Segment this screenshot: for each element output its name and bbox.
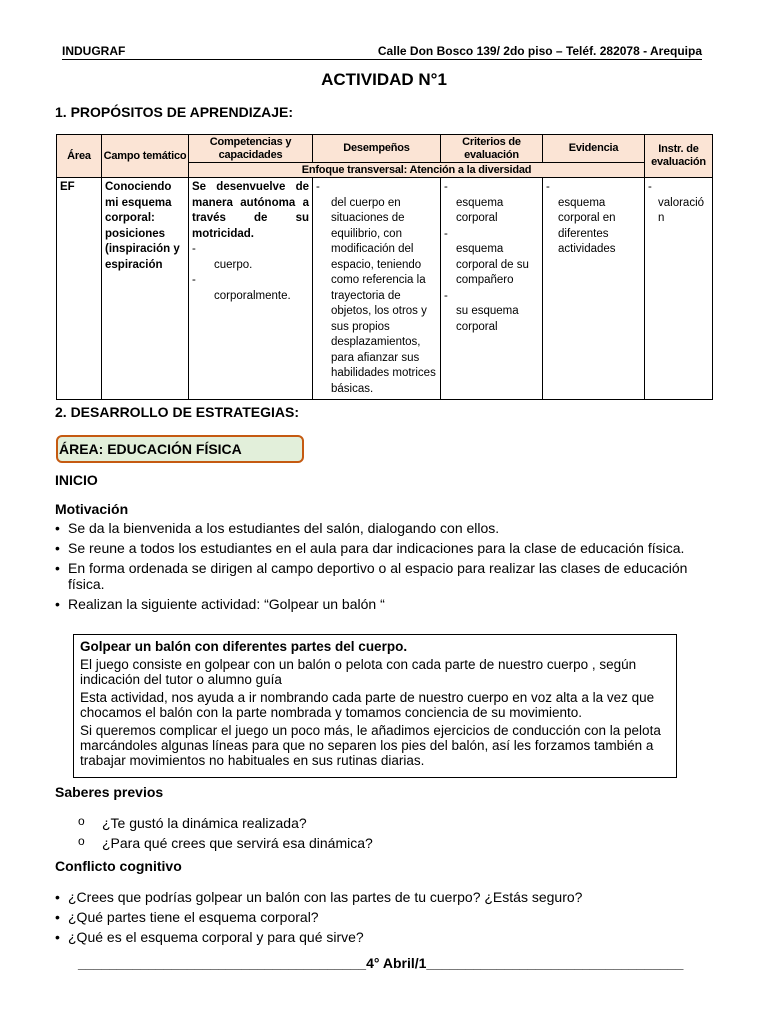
col-header-instrumento: Instr. de evaluación bbox=[645, 135, 713, 178]
dash-marker: - bbox=[316, 181, 320, 193]
col-header-criterios: Criterios de evaluación bbox=[441, 135, 543, 163]
list-item: • Se da la bienvenida a los estudiantes del salón, dialogando con ellos. bbox=[55, 520, 705, 536]
footer-line-right: _________________________________ bbox=[426, 955, 684, 971]
dash-marker: - bbox=[444, 289, 448, 302]
col-header-area: Área bbox=[57, 135, 102, 178]
competencia-item-1: cuerpo. bbox=[214, 258, 253, 271]
table-row bbox=[57, 178, 713, 400]
page-footer bbox=[78, 955, 688, 971]
section-heading-estrategias: 2. DESARROLLO DE ESTRATEGIAS: bbox=[55, 404, 299, 420]
activity-title: Golpear un balón con diferentes partes del cuerpo. bbox=[80, 639, 408, 654]
list-item: o ¿Te gustó la dinámica realizada? bbox=[78, 815, 678, 835]
enfoque-transversal: Enfoque transversal: Atención a la diversidad bbox=[189, 163, 645, 178]
footer-date: 4° Abril/1 bbox=[366, 955, 427, 971]
inicio-heading: INICIO bbox=[55, 472, 98, 488]
motivacion-heading: Motivación bbox=[55, 501, 129, 517]
criterio-1: esquema corporal bbox=[456, 196, 504, 224]
list-item: • ¿Qué partes tiene el esquema corporal? bbox=[55, 909, 705, 925]
list-item: • En forma ordenada se dirigen al campo deportivo o al espacio para realizar las clases de educación física. bbox=[55, 560, 705, 592]
cell-area: EF bbox=[60, 181, 75, 193]
saberes-list bbox=[78, 815, 678, 855]
activity-paragraph: Esta actividad, nos ayuda a ir nombrando cada parte de nuestro cuerpo en voz alta a la vez que chocamos el balón con la parte nombrada y tomamos conciencia de su movimiento. bbox=[80, 690, 655, 720]
page-title: ACTIVIDAD N°1 bbox=[321, 70, 447, 89]
learning-purposes-table bbox=[56, 134, 713, 400]
list-item: • ¿Qué es el esquema corporal y para qué sirve? bbox=[55, 929, 705, 945]
dash-marker: - bbox=[444, 181, 448, 193]
page-header bbox=[62, 43, 702, 60]
dash-marker: - bbox=[192, 243, 196, 255]
section-heading-propositos: 1. PROPÓSITOS DE APRENDIZAJE: bbox=[55, 104, 294, 120]
cell-competencia: Se desenvuelve de manera autónoma a través de su motricidad. bbox=[192, 181, 309, 240]
col-header-evidencia: Evidencia bbox=[543, 135, 645, 163]
dash-marker: - bbox=[444, 227, 448, 240]
cell-desempeno: del cuerpo en situaciones de equilibrio, con modificación del espacio, teniendo como referencia la trayectoria de objetos, los otros y sus propios desplazamientos, para afianzar sus habilidades motrices básicas. bbox=[331, 196, 436, 395]
area-label-box: ÁREA: EDUCACIÓN FÍSICA bbox=[56, 435, 304, 463]
list-item: • Se reune a todos los estudiantes en el aula para dar indicaciones para la clase de educación física. bbox=[55, 540, 705, 556]
motivacion-list bbox=[55, 520, 705, 616]
col-header-campo: Campo temático bbox=[102, 135, 189, 178]
activity-box bbox=[73, 634, 677, 778]
col-header-desempenos: Desempeños bbox=[313, 135, 441, 163]
col-header-competencias: Competencias y capacidades bbox=[189, 135, 313, 163]
cell-evidencia: esquema corporal en diferentes actividades bbox=[558, 196, 616, 255]
cell-campo: Conociendo mi esquema corporal: posiciones (inspiración y espiración bbox=[105, 181, 180, 271]
footer-line-left: _____________________________________ bbox=[78, 955, 367, 971]
dash-marker: - bbox=[546, 181, 550, 193]
dash-marker: - bbox=[648, 181, 652, 193]
activity-paragraph: Si queremos complicar el juego un poco más, le añadimos ejercicios de conducción con la pelota marcándoles algunas líneas para que no separen los pies del balón, así les forzamos también a trabajar movimientos no habituales en sus rutinas diarias. bbox=[80, 723, 661, 768]
activity-paragraph: El juego consiste en golpear con un balón o pelota con cada parte de nuestro cuerpo , según indicación del tutor o alumno guía bbox=[80, 657, 637, 687]
criterio-3: su esquema corporal bbox=[456, 305, 519, 333]
criterio-2: esquema corporal de su compañero bbox=[456, 243, 529, 286]
conflicto-heading: Conflicto cognitivo bbox=[55, 858, 182, 874]
list-item: o ¿Para qué crees que servirá esa dinámica? bbox=[78, 835, 678, 855]
cell-instrumento: valoración bbox=[658, 196, 705, 224]
dash-marker: - bbox=[192, 274, 196, 286]
list-item: • Realizan la siguiente actividad: “Golpear un balón “ bbox=[55, 596, 705, 612]
header-company: INDUGRAF bbox=[62, 44, 126, 58]
competencia-item-2: corporalmente. bbox=[214, 289, 291, 302]
saberes-heading: Saberes previos bbox=[55, 784, 164, 800]
conflicto-list bbox=[55, 889, 705, 949]
list-item: • ¿Crees que podrías golpear un balón con las partes de tu cuerpo? ¿Estás seguro? bbox=[55, 889, 705, 905]
header-address: Calle Don Bosco 139/ 2do piso – Teléf. 282078 - Arequipa bbox=[377, 44, 702, 58]
